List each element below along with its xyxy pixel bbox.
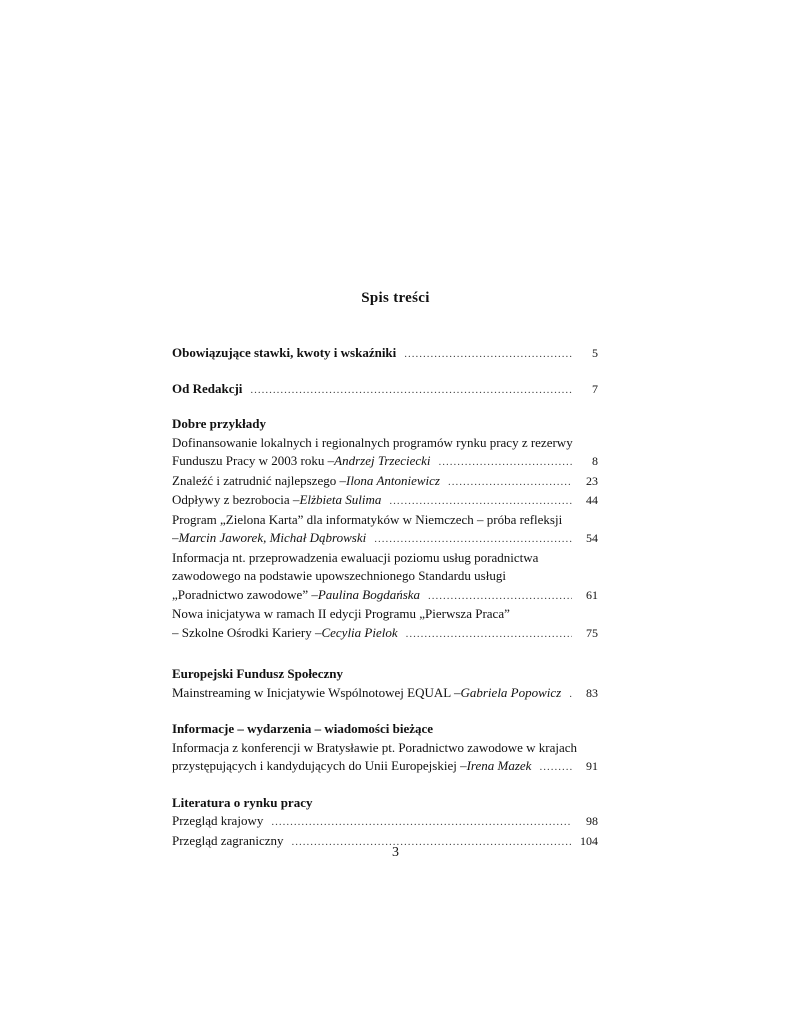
toc-entry-author: Irena Mazek: [466, 758, 532, 773]
toc-entry-author: Marcin Jaworek, Michał Dąbrowski: [178, 530, 367, 545]
toc-entry-author: Paulina Bogdańska: [317, 586, 421, 602]
toc-entry-title: Mainstreaming w Inicjatywie Wspólnotowej EQUAL –: [172, 684, 461, 700]
toc-page-number: 23: [586, 473, 598, 488]
dot-leader: [404, 345, 572, 364]
toc-page-number: 75: [586, 625, 598, 640]
toc-entry-title: –: [172, 530, 179, 545]
dot-leader: [250, 381, 572, 400]
page-title: Spis treści: [361, 290, 430, 306]
toc-entry-title: „Poradnictwo zawodowe” –: [172, 586, 318, 602]
section-heading: Dobre przykłady: [172, 416, 267, 431]
toc-section-informacje: [172, 720, 598, 777]
dot-leader: [374, 530, 572, 549]
dot-leader: [271, 813, 572, 832]
toc-entry-title: Informacja nt. przeprowadzenia ewaluacji poziomu usług poradnictwa: [172, 549, 539, 565]
toc-page-number: 98: [586, 814, 598, 828]
toc-section-literatura: [172, 794, 598, 852]
toc-entry-line: [172, 511, 598, 530]
toc-entry-line: [172, 434, 598, 453]
dot-leader: [389, 492, 572, 511]
toc-entry-title: Nowa inicjatywa w ramach II edycji Programu „Pierwsza Praca”: [172, 606, 510, 621]
dot-leader: [448, 473, 572, 492]
toc-page-number: 7: [592, 381, 598, 396]
toc-section-efs: [172, 665, 598, 703]
toc-entry-author: Elżbieta Sulima: [299, 492, 382, 507]
toc-page-number: 104: [580, 833, 598, 848]
toc-entry-title: Program „Zielona Karta” dla informatyków w Niemczech – próba refleksji: [172, 511, 563, 527]
toc-entry-line: [172, 567, 598, 586]
toc-entry-title: – Szkolne Ośrodki Kariery –: [172, 624, 322, 640]
toc-entry-title: Obowiązujące stawki, kwoty i wskaźniki: [172, 345, 397, 360]
toc-entry-title: zawodowego na podstawie upowszechnionego Standardu usługi: [172, 568, 506, 583]
section-heading: Europejski Fundusz Społeczny: [172, 666, 343, 681]
dot-leader: [428, 587, 572, 606]
toc-page-number: 8: [592, 454, 598, 468]
toc-entry-author: Gabriela Popowicz: [460, 684, 562, 700]
dot-leader: [569, 685, 572, 704]
toc-page-number: 44: [586, 493, 598, 507]
toc-page-number: 54: [586, 531, 598, 545]
toc-entry-author: Ilona Antoniewicz: [345, 472, 440, 488]
toc-page-number: 61: [586, 587, 598, 602]
toc-entry-stawki: [172, 344, 598, 364]
toc-section-dobre-przyklady: [172, 415, 598, 643]
toc-entry-author: Andrzej Trzeciecki: [334, 453, 431, 468]
toc-entry-title: przystępujących i kandydujących do Unii Europejskiej –: [172, 758, 467, 773]
toc-entry-title: Funduszu Pracy w 2003 roku –: [172, 453, 335, 468]
page-number: 3: [392, 845, 399, 860]
toc-entry-title: Dofinansowanie lokalnych i regionalnych programów rynku pracy z rezerwy: [172, 434, 573, 450]
toc-entry-title: Odpływy z bezrobocia –: [172, 492, 300, 507]
table-of-contents: [172, 344, 598, 851]
dot-leader: [406, 625, 572, 644]
toc-entry-title: Od Redakcji: [172, 380, 243, 396]
toc-entry-line: [172, 605, 598, 624]
section-heading: Informacje – wydarzenia – wiadomości bieżące: [172, 721, 434, 736]
toc-entry-author: Cecylia Pielok: [321, 624, 398, 640]
toc-page-number: 83: [586, 685, 598, 700]
toc-entry-line: [172, 549, 598, 568]
dot-leader: [539, 758, 572, 777]
toc-page-number: 5: [592, 346, 598, 360]
toc-entry-title: Przegląd zagraniczny: [172, 832, 284, 848]
toc-entry-od-redakcji: [172, 380, 598, 400]
toc-entry-title: Informacja z konferencji w Bratysławie pt. Poradnictwo zawodowe w krajach: [172, 739, 578, 755]
section-heading: Literatura o rynku pracy: [172, 794, 313, 810]
dot-leader: [439, 453, 572, 472]
toc-entry-line: [172, 739, 598, 758]
toc-entry-title: Znaleźć i zatrudnić najlepszego –: [172, 472, 346, 488]
toc-entry-title: Przegląd krajowy: [172, 813, 264, 828]
toc-page-number: 91: [586, 759, 598, 773]
